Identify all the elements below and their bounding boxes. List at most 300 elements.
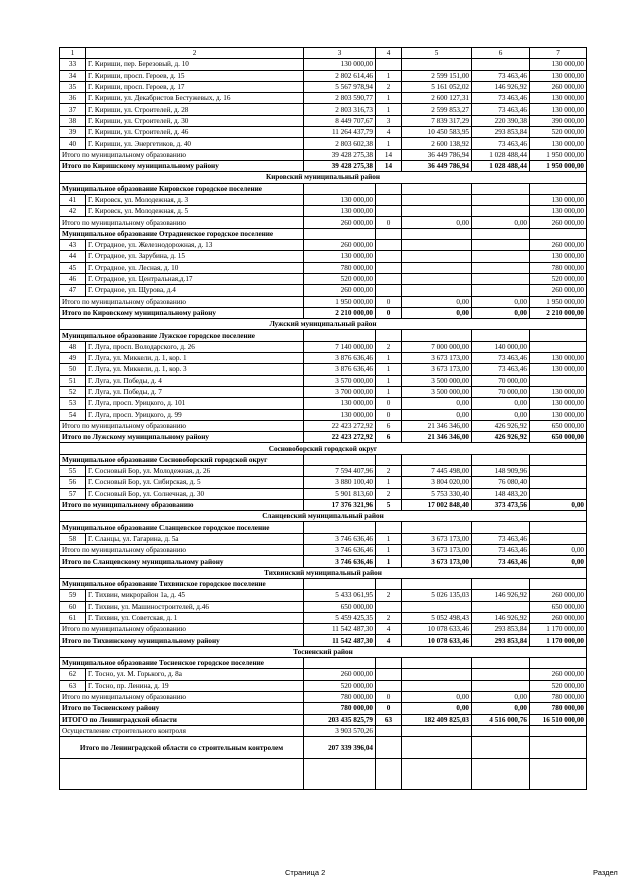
table-cell: 49 [60, 353, 86, 364]
budget-table [59, 47, 587, 790]
table-cell: 2 [376, 590, 402, 601]
table-cell [472, 273, 530, 284]
table-row [60, 59, 587, 70]
total-row [60, 296, 587, 307]
table-cell: 260 000,00 [530, 612, 587, 623]
table-cell: 130 000,00 [304, 398, 376, 409]
table-row [60, 477, 587, 488]
header-cell: 7 [530, 48, 587, 59]
table-cell [376, 273, 402, 284]
table-cell [530, 488, 587, 499]
table-cell: 1 [376, 93, 402, 104]
table-cell: 73 463,46 [472, 545, 530, 556]
table-cell: 5 901 813,60 [304, 488, 376, 499]
table-cell [304, 759, 376, 790]
table-cell [402, 273, 472, 284]
table-cell: 520 000,00 [530, 680, 587, 691]
table-cell: 47 [60, 285, 86, 296]
table-cell [472, 183, 530, 194]
table-cell [530, 522, 587, 533]
table-cell: 43 [60, 240, 86, 251]
table-cell: 260 000,00 [304, 217, 376, 228]
table-cell [472, 601, 530, 612]
table-cell: 0,00 [472, 703, 530, 714]
table-cell: 148 483,20 [472, 488, 530, 499]
table-cell: 73 463,46 [472, 364, 530, 375]
table-cell: 130 000,00 [304, 409, 376, 420]
table-cell: 0,00 [402, 217, 472, 228]
table-cell: 22 423 272,92 [304, 432, 376, 443]
table-row [60, 104, 587, 115]
table-cell: 260 000,00 [304, 240, 376, 251]
table-row [60, 194, 587, 205]
table-cell: 54 [60, 409, 86, 420]
table-cell: 50 [60, 364, 86, 375]
table-cell: 260 000,00 [530, 285, 587, 296]
table-cell [530, 465, 587, 476]
table-cell [304, 522, 376, 533]
table-cell: Сланцевский муниципальный район [60, 511, 587, 522]
table-cell: 1 170 000,00 [530, 635, 587, 646]
total-row [60, 160, 587, 171]
table-cell [376, 183, 402, 194]
table-cell: Г. Отрадное, ул. Лесная, д. 10 [86, 262, 304, 273]
table-cell [376, 737, 402, 759]
table-cell: 37 [60, 104, 86, 115]
table-cell [376, 522, 402, 533]
table-cell: 140 000,00 [472, 341, 530, 352]
table-cell: 52 [60, 386, 86, 397]
total-row [60, 432, 587, 443]
table-cell: 130 000,00 [530, 104, 587, 115]
table-cell: Г. Сланцы, ул. Гагарина, д. 5а [86, 533, 304, 544]
table-cell: 21 346 346,00 [402, 432, 472, 443]
table-cell: Итого по Сланцевскому муниципальному району [60, 556, 304, 567]
table-cell: 520 000,00 [304, 680, 376, 691]
table-cell: 1 [376, 477, 402, 488]
table-row [60, 262, 587, 273]
table-cell [472, 206, 530, 217]
municipality-header-row [60, 454, 587, 465]
table-cell: 130 000,00 [530, 93, 587, 104]
table-cell: Итого по муниципальному образованию [60, 420, 304, 431]
table-cell: 73 463,46 [472, 93, 530, 104]
table-cell: 780 000,00 [304, 691, 376, 702]
table-cell [472, 228, 530, 239]
table-cell: 146 926,92 [472, 590, 530, 601]
table-cell: 1 950 000,00 [530, 149, 587, 160]
table-cell [530, 454, 587, 465]
table-cell [530, 375, 587, 386]
table-cell: 260 000,00 [304, 285, 376, 296]
table-cell: 0,00 [472, 307, 530, 318]
table-cell: 2 [376, 341, 402, 352]
total-row [60, 545, 587, 556]
table-cell: Г. Тихвин, микрорайон 1а, д. 45 [86, 590, 304, 601]
table-cell: 73 463,46 [472, 70, 530, 81]
table-cell: 2 600 138,92 [402, 138, 472, 149]
table-cell: 10 078 633,46 [402, 624, 472, 635]
table-cell: 5 753 330,40 [402, 488, 472, 499]
table-cell: 3 746 636,46 [304, 533, 376, 544]
table-cell: 48 [60, 341, 86, 352]
table-cell: 21 346 346,00 [402, 420, 472, 431]
table-cell [530, 533, 587, 544]
table-cell [402, 578, 472, 589]
table-cell: Итого по муниципальному образованию [60, 624, 304, 635]
table-cell: 0,00 [472, 398, 530, 409]
table-cell: 2 802 614,46 [304, 70, 376, 81]
table-cell: Г. Луга, ул. Победы, д. 7 [86, 386, 304, 397]
header-cell: 3 [304, 48, 376, 59]
table-cell: 3 700 000,00 [304, 386, 376, 397]
table-cell [376, 680, 402, 691]
table-cell: 62 [60, 669, 86, 680]
table-cell: 207 339 396,04 [304, 737, 376, 759]
table-cell [472, 285, 530, 296]
table-cell: 0,00 [402, 307, 472, 318]
table-cell: Г. Отрадное, ул. Центральная,д.17 [86, 273, 304, 284]
table-cell: 220 390,38 [472, 115, 530, 126]
table-row [60, 273, 587, 284]
region-header-row [60, 443, 587, 454]
total-row [60, 703, 587, 714]
table-cell: Г. Кириши, пер. Березовый, д. 10 [86, 59, 304, 70]
table-cell [402, 601, 472, 612]
table-cell: 5 161 052,02 [402, 81, 472, 92]
table-cell: 39 428 275,38 [304, 149, 376, 160]
table-cell: Г. Сосновый Бор, ул. Солнечная, д. 30 [86, 488, 304, 499]
header-cell: 4 [376, 48, 402, 59]
table-cell [402, 454, 472, 465]
table-cell: 39 [60, 127, 86, 138]
table-cell: 130 000,00 [304, 206, 376, 217]
table-cell: 0,00 [472, 409, 530, 420]
table-cell [472, 330, 530, 341]
table-cell [402, 240, 472, 251]
table-cell: 0,00 [472, 217, 530, 228]
table-cell: 58 [60, 533, 86, 544]
region-header-row [60, 646, 587, 657]
table-cell [376, 285, 402, 296]
table-cell: Г. Луга, просп. Володарского, д. 26 [86, 341, 304, 352]
table-cell: 426 926,92 [472, 432, 530, 443]
table-cell: 5 567 978,94 [304, 81, 376, 92]
table-cell: 130 000,00 [304, 251, 376, 262]
table-cell: 73 463,46 [472, 556, 530, 567]
table-cell: Г. Луга, ул. Победы, д. 4 [86, 375, 304, 386]
table-cell [376, 262, 402, 273]
table-cell: 73 463,46 [472, 138, 530, 149]
table-cell: Г. Кириши, ул. Строителей, д. 30 [86, 115, 304, 126]
table-cell [472, 522, 530, 533]
table-cell: 57 [60, 488, 86, 499]
table-cell [472, 194, 530, 205]
table-cell [60, 759, 304, 790]
table-cell: 3 876 636,46 [304, 364, 376, 375]
table-cell [376, 240, 402, 251]
table-cell: 293 853,84 [472, 127, 530, 138]
municipality-header-row [60, 228, 587, 239]
table-row [60, 206, 587, 217]
table-cell [402, 285, 472, 296]
table-cell: 11 542 487,30 [304, 635, 376, 646]
table-cell: 45 [60, 262, 86, 273]
table-cell [376, 759, 402, 790]
municipality-header-row [60, 183, 587, 194]
table-row [60, 70, 587, 81]
table-cell: 11 542 487,30 [304, 624, 376, 635]
table-cell: 2 803 602,38 [304, 138, 376, 149]
table-cell: 1 028 488,44 [472, 160, 530, 171]
table-cell: 260 000,00 [530, 669, 587, 680]
table-cell: 0,00 [402, 691, 472, 702]
table-cell: Сосновоборский городской округ [60, 443, 587, 454]
table-cell: 260 000,00 [530, 217, 587, 228]
table-cell: 0,00 [402, 703, 472, 714]
table-cell [304, 578, 376, 589]
table-cell [530, 477, 587, 488]
header-cell: 5 [402, 48, 472, 59]
table-cell: 0 [376, 307, 402, 318]
region-header-row [60, 172, 587, 183]
table-cell: Итого по Лужскому муниципальному району [60, 432, 304, 443]
header-cell: 2 [86, 48, 304, 59]
table-cell: 1 [376, 545, 402, 556]
table-cell: Г. Кировск, ул. Молодежная, д. 5 [86, 206, 304, 217]
table-cell [472, 262, 530, 273]
region-header-row [60, 511, 587, 522]
table-cell: 130 000,00 [530, 59, 587, 70]
table-cell [472, 737, 530, 759]
table-cell: 10 078 633,46 [402, 635, 472, 646]
table-cell: 148 909,96 [472, 465, 530, 476]
table-cell: 0,00 [530, 545, 587, 556]
table-cell: 8 449 707,67 [304, 115, 376, 126]
table-cell: 2 [376, 612, 402, 623]
table-cell: 7 839 317,29 [402, 115, 472, 126]
table-cell: 2 210 000,00 [530, 307, 587, 318]
table-cell: 36 449 786,94 [402, 160, 472, 171]
table-cell [530, 341, 587, 352]
table-cell: 1 950 000,00 [304, 296, 376, 307]
table-cell: 34 [60, 70, 86, 81]
table-cell [376, 228, 402, 239]
table-cell: 130 000,00 [530, 194, 587, 205]
table-cell: 1 [376, 375, 402, 386]
table-cell: 130 000,00 [530, 386, 587, 397]
table-cell: 70 000,00 [472, 386, 530, 397]
table-cell: 182 409 825,03 [402, 714, 472, 725]
table-cell: 130 000,00 [304, 194, 376, 205]
table-cell: 373 473,56 [472, 499, 530, 510]
table-cell: Муниципальное образование Кировское городское поселение [60, 183, 304, 194]
document-page [59, 47, 587, 790]
table-cell: Итого по муниципальному образованию [60, 296, 304, 307]
table-cell: 76 080,40 [472, 477, 530, 488]
table-cell: 17 376 321,96 [304, 499, 376, 510]
table-cell: 130 000,00 [530, 353, 587, 364]
table-cell: Г. Кириши, просп. Героев, д. 17 [86, 81, 304, 92]
table-cell: 130 000,00 [530, 138, 587, 149]
table-cell: 2 803 590,77 [304, 93, 376, 104]
table-cell [402, 183, 472, 194]
table-cell [472, 658, 530, 669]
total-row [60, 556, 587, 567]
table-cell: 426 926,92 [472, 420, 530, 431]
table-cell: 0,00 [402, 398, 472, 409]
municipality-header-row [60, 522, 587, 533]
table-row [60, 81, 587, 92]
table-cell: 780 000,00 [530, 262, 587, 273]
table-cell: 36 449 786,94 [402, 149, 472, 160]
table-cell [472, 578, 530, 589]
table-cell: 56 [60, 477, 86, 488]
table-cell [530, 759, 587, 790]
table-cell: 6 [376, 432, 402, 443]
table-row [60, 285, 587, 296]
grand-total-row [60, 737, 587, 759]
table-cell: 0,00 [530, 499, 587, 510]
table-cell: Итого по муниципальному образованию [60, 149, 304, 160]
table-row [60, 240, 587, 251]
table-row [60, 341, 587, 352]
table-cell: 55 [60, 465, 86, 476]
table-cell [376, 669, 402, 680]
table-cell: 0,00 [402, 296, 472, 307]
table-cell: 146 926,92 [472, 612, 530, 623]
table-cell: Г. Тосно, пр. Ленина, д. 19 [86, 680, 304, 691]
table-cell [304, 330, 376, 341]
table-cell: 17 002 848,40 [402, 499, 472, 510]
table-cell: 53 [60, 398, 86, 409]
table-cell: 1 [376, 386, 402, 397]
table-cell: Итого по муниципальному образованию [60, 217, 304, 228]
table-cell: 6 [376, 420, 402, 431]
municipality-header-row [60, 658, 587, 669]
table-cell: 3 746 636,46 [304, 545, 376, 556]
table-cell [402, 669, 472, 680]
table-cell [376, 206, 402, 217]
table-cell: 0,00 [472, 296, 530, 307]
table-cell [402, 759, 472, 790]
table-cell: 780 000,00 [304, 703, 376, 714]
table-cell: 0,00 [472, 691, 530, 702]
table-cell: 650 000,00 [530, 420, 587, 431]
table-cell: 0,00 [402, 409, 472, 420]
table-cell [376, 194, 402, 205]
total-row [60, 420, 587, 431]
table-cell: 1 [376, 364, 402, 375]
table-cell: 4 [376, 127, 402, 138]
page-number: Страница 2 [285, 868, 326, 877]
table-cell: 73 463,46 [472, 104, 530, 115]
table-cell: 2 803 316,73 [304, 104, 376, 115]
table-cell: 260 000,00 [304, 669, 376, 680]
table-cell: 5 [376, 499, 402, 510]
table-cell: 390 000,00 [530, 115, 587, 126]
table-cell: Кировский муниципальный район [60, 172, 587, 183]
table-cell: 1 [376, 533, 402, 544]
table-cell: Муниципальное образование Тихвинское городское поселение [60, 578, 304, 589]
table-cell: 10 450 583,95 [402, 127, 472, 138]
table-cell: Г. Кириши, ул. Строителей, д. 46 [86, 127, 304, 138]
table-cell: 3 673 173,00 [402, 556, 472, 567]
table-cell: 1 [376, 353, 402, 364]
table-cell: 4 [376, 624, 402, 635]
table-cell [304, 183, 376, 194]
table-cell [376, 454, 402, 465]
table-row [60, 93, 587, 104]
table-cell [402, 330, 472, 341]
table-row [60, 115, 587, 126]
table-cell: 2 [376, 488, 402, 499]
table-cell: Г. Тихвин, ул. Машиностроителей, д.46 [86, 601, 304, 612]
table-row [60, 127, 587, 138]
table-cell: 130 000,00 [304, 59, 376, 70]
table-cell: 780 000,00 [304, 262, 376, 273]
table-cell: 46 [60, 273, 86, 284]
table-cell [402, 725, 472, 736]
table-cell: 1 [376, 104, 402, 115]
table-row [60, 398, 587, 409]
table-cell: 70 000,00 [472, 375, 530, 386]
table-cell: 0 [376, 703, 402, 714]
table-cell [530, 737, 587, 759]
table-cell: 63 [376, 714, 402, 725]
table-cell: 7 445 498,00 [402, 465, 472, 476]
table-cell: 3 876 636,46 [304, 353, 376, 364]
table-cell [530, 183, 587, 194]
table-cell: Г. Кировск, ул. Молодежная, д. 3 [86, 194, 304, 205]
table-cell: Г. Луга, ул. Миккели, д. 1, кор. 3 [86, 364, 304, 375]
table-cell: Г. Отрадное, ул. Щурова, д.4 [86, 285, 304, 296]
table-cell [472, 680, 530, 691]
table-cell: 0 [376, 398, 402, 409]
header-cell: 1 [60, 48, 86, 59]
table-cell: Г. Кириши, ул. Строителей, д. 28 [86, 104, 304, 115]
table-cell [530, 725, 587, 736]
table-row [60, 590, 587, 601]
table-cell: Итого по муниципальному образованию [60, 691, 304, 702]
table-cell [530, 330, 587, 341]
table-cell: Тосненский район [60, 646, 587, 657]
table-cell [376, 330, 402, 341]
table-cell: Муниципальное образование Сосновоборский городской округ [60, 454, 304, 465]
table-cell [402, 251, 472, 262]
table-cell: 3 673 173,00 [402, 353, 472, 364]
table-cell [472, 725, 530, 736]
table-cell [472, 454, 530, 465]
table-cell: 780 000,00 [530, 703, 587, 714]
table-cell: 130 000,00 [530, 364, 587, 375]
total-row [60, 307, 587, 318]
table-cell [530, 578, 587, 589]
table-cell: 11 264 437,79 [304, 127, 376, 138]
table-cell: 5 026 135,03 [402, 590, 472, 601]
table-cell: 2 599 151,00 [402, 70, 472, 81]
table-cell: 146 926,92 [472, 81, 530, 92]
table-cell: Муниципальное образование Лужское городское поселение [60, 330, 304, 341]
table-cell: Итого по Тихвинскому муниципальному району [60, 635, 304, 646]
table-cell: Муниципальное образование Сланцевское городское поселение [60, 522, 304, 533]
total-row [60, 725, 587, 736]
table-cell [376, 658, 402, 669]
table-cell: 2 599 853,27 [402, 104, 472, 115]
table-cell: Г. Луга, ул. Миккели, д. 1, кор. 1 [86, 353, 304, 364]
table-cell: 14 [376, 149, 402, 160]
table-cell: Г. Кириши, ул. Энергетиков, д. 40 [86, 138, 304, 149]
